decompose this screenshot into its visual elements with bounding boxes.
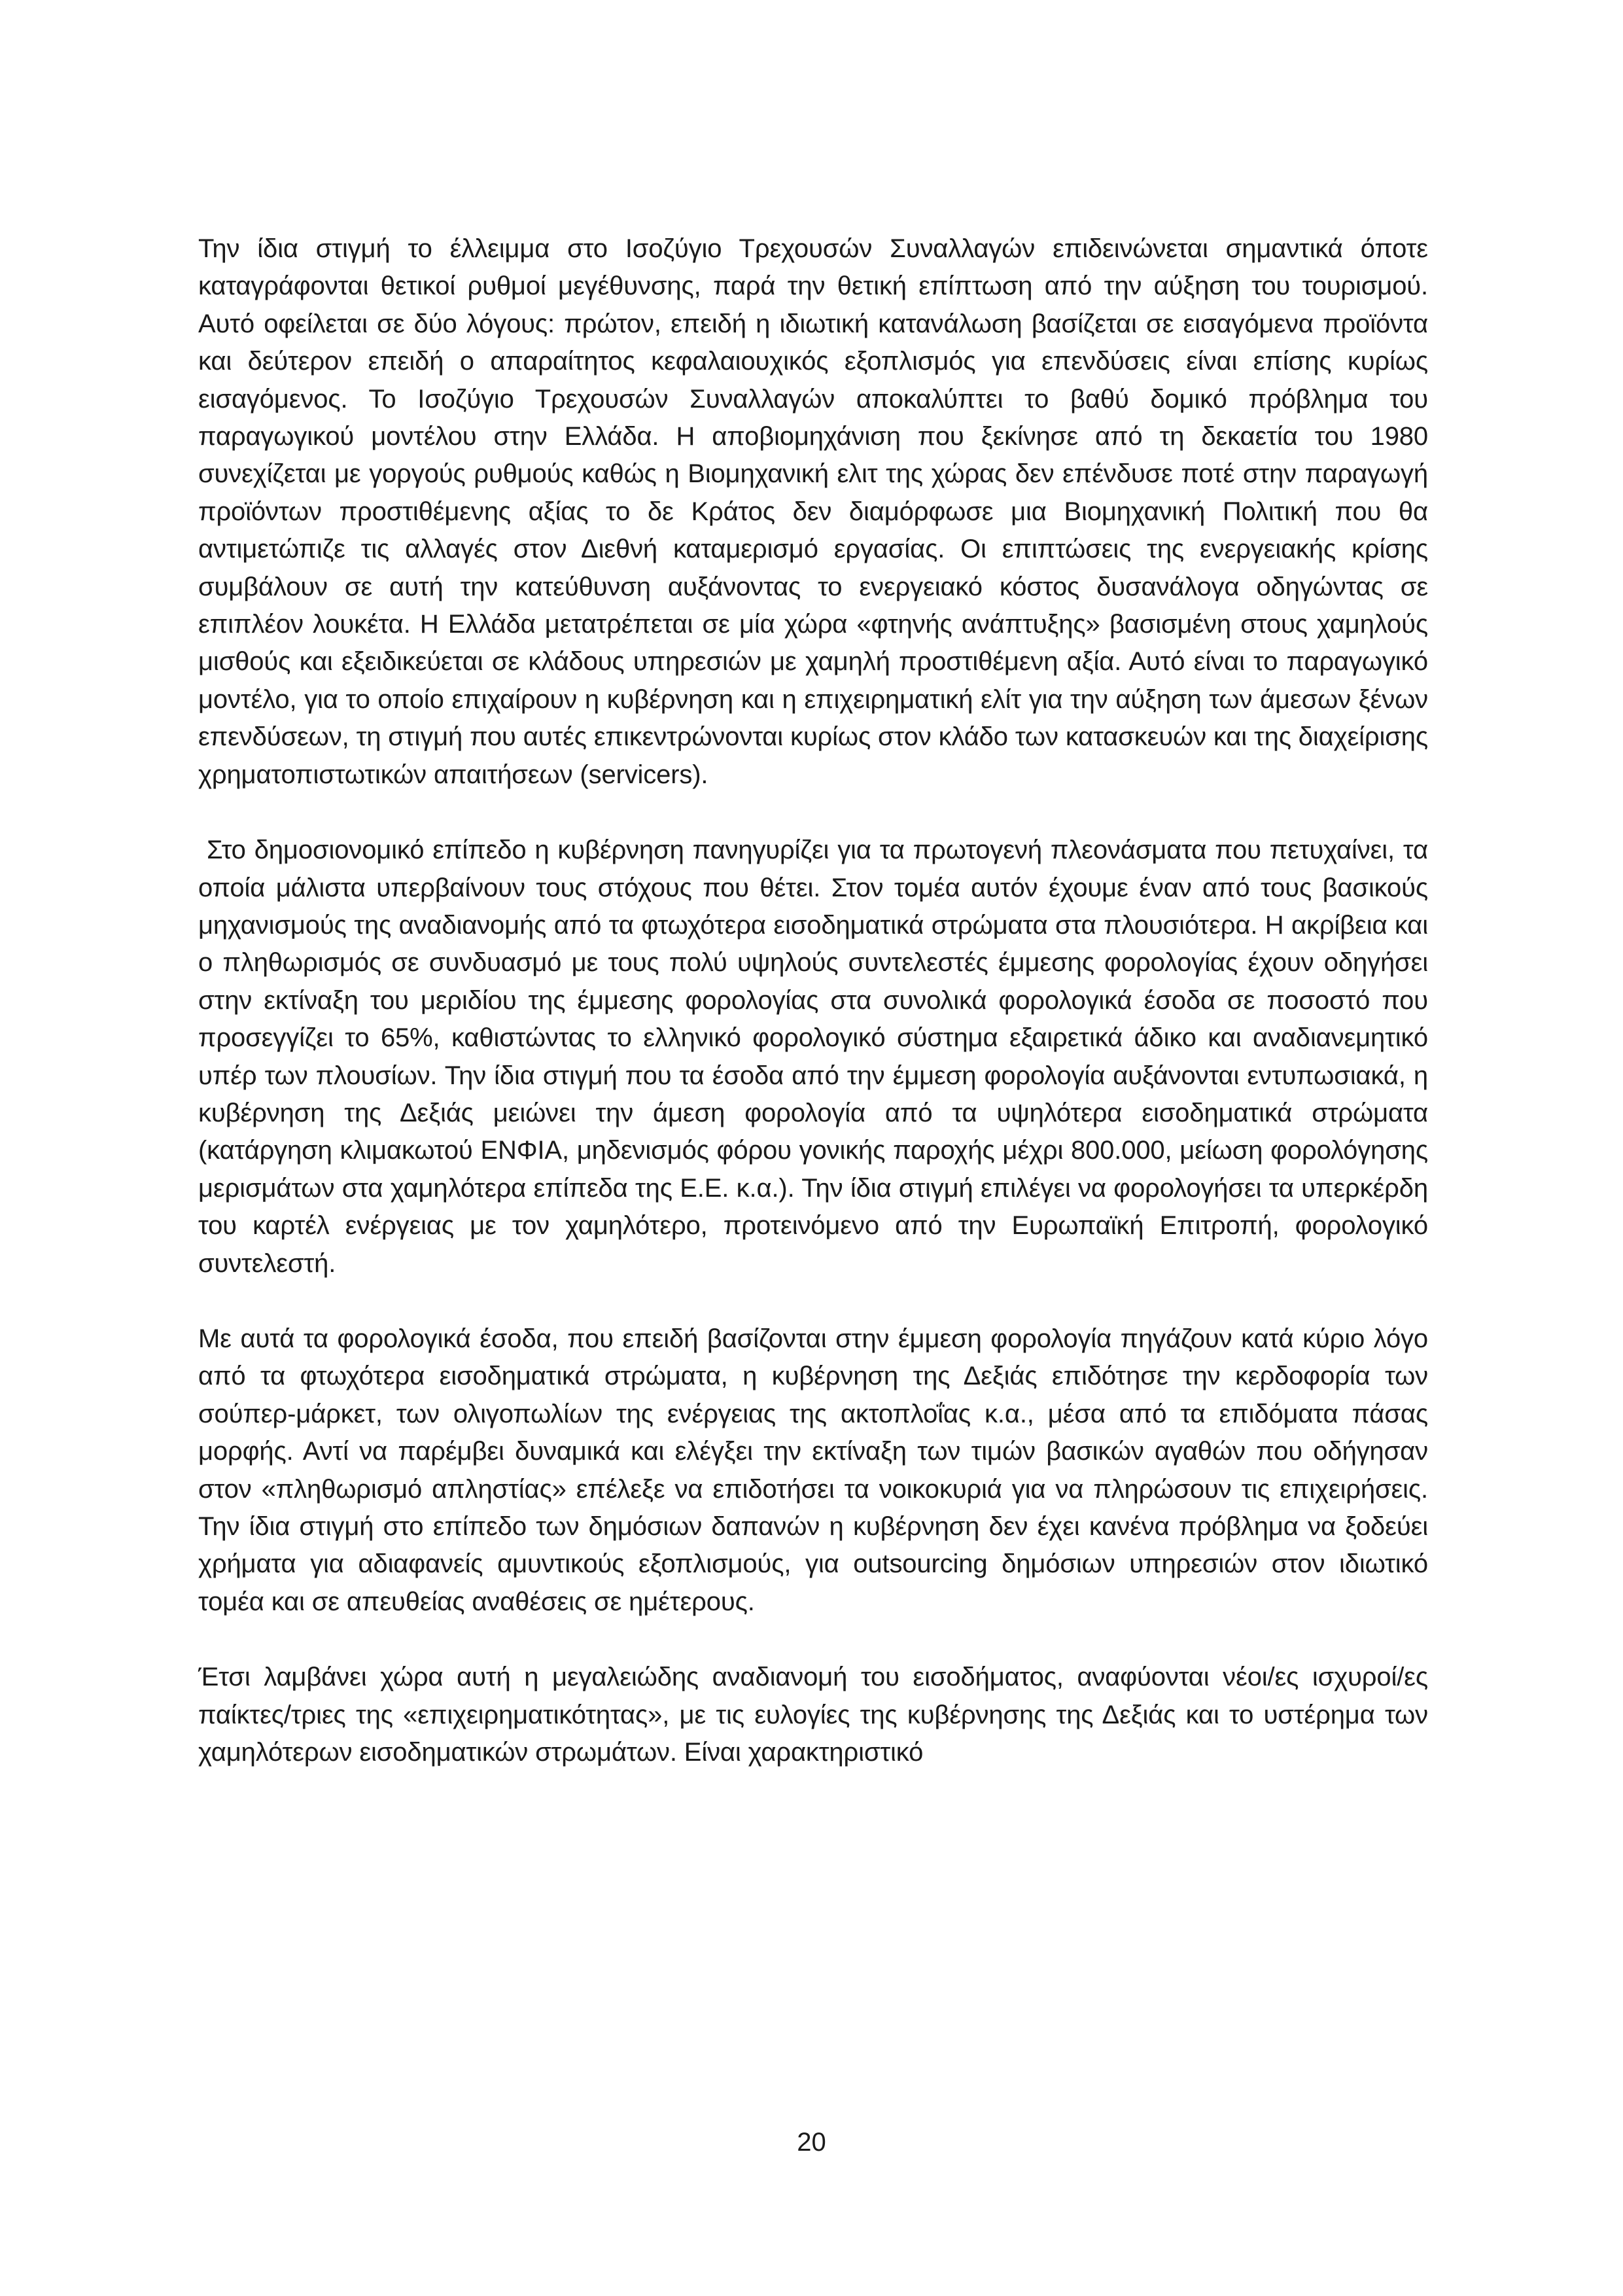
paragraph-tax-revenues: Με αυτά τα φορολογικά έσοδα, που επειδή βασίζονται στην έμμεση φορολογία πηγάζουν κατά κύριο λόγο από τα φτωχότερα εισοδηματικά στρώματα, η κυβέρνηση της Δεξιάς επιδότησε την κερδοφορία των σούπερ-μάρκετ, των ολιγοπωλίων της ενέργειας της ακτοπλοΐας κ.α., μέσα από τα επιδόματα πάσας μορφής. Αντί να παρέμβει δυναμικά και ελέγξει την εκτίναξη των τιμών βασικών αγαθών που οδήγησαν στον «πληθωρισμό απληστίας» επέλεξε να επιδοτήσει τα νοικοκυριά για να πληρώσουν τις επιχειρήσεις. Την ίδια στιγμή στο επίπεδο των δημόσιων δαπανών η κυβέρνηση δεν έχει κανένα πρόβλημα να ξοδεύει χρήματα για αδιαφανείς αμυντικούς εξοπλισμούς, για outsourcing δημόσιων υπηρεσιών στον ιδιωτικό τομέα και σε απευθείας αναθέσεις σε ημέτερους. [198,1324,1428,1616]
paragraph-current-account: Την ίδια στιγμή το έλλειμμα στο Ισοζύγιο Τρεχουσών Συναλλαγών επιδεινώνεται σημαντικά όποτε καταγράφονται θετικοί ρυθμοί μεγέθυνσης, παρά την θετική επίπτωση από την αύξηση του τουρισμού. Αυτό οφείλεται σε δύο λόγους: πρώτον, επειδή η ιδιωτική κατανάλωση βασίζεται σε εισαγόμενα προϊόντα και δεύτερον επειδή ο απαραίτητος κεφαλαιουχικός εξοπλισμός για επενδύσεις είναι επίσης κυρίως εισαγόμενος. Το Ισοζύγιο Τρεχουσών Συναλλαγών αποκαλύπτει το βαθύ δομικό πρόβλημα του παραγωγικού μοντέλου στην Ελλάδα. Η αποβιομηχάνιση που ξεκίνησε από τη δεκαετία του 1980 συνεχίζεται με γοργούς ρυθμούς καθώς η Βιομηχανική ελιτ της χώρας δεν επένδυσε ποτέ στην παραγωγή προϊόντων προστιθέμενης αξίας το δε Κράτος δεν διαμόρφωσε μια Βιομηχανική Πολιτική που θα αντιμετώπιζε τις αλλαγές στον Διεθνή καταμερισμό εργασίας. Οι επιπτώσεις της ενεργειακής κρίσης συμβάλουν σε αυτή την κατεύθυνση αυξάνοντας το ενεργειακό κόστος δυσανάλογα οδηγώντας σε επιπλέον λουκέτα. Η Ελλάδα μετατρέπεται σε μία χώρα «φτηνής ανάπτυξης» βασισμένη στους χαμηλούς μισθούς και εξειδικεύεται σε κλάδους υπηρεσιών με χαμηλή προστιθέμενη αξία. Αυτό είναι το παραγωγικό μοντέλο, για το οποίο επιχαίρουν η κυβέρνηση και η επιχειρηματική ελίτ για την αύξηση των άμεσων ξένων επενδύσεων, τη στιγμή που αυτές επικεντρώνονται κυρίως στον κλάδο των κατασκευών και της διαχείρισης χρηματοπιστωτικών απαιτήσεων (servicers). [198,234,1428,789]
paragraph-fiscal-policy: Στο δημοσιονομικό επίπεδο η κυβέρνηση πανηγυρίζει για τα πρωτογενή πλεονάσματα που πετυχαίνει, τα οποία μάλιστα υπερβαίνουν τους στόχους που θέτει. Στον τομέα αυτόν έχουμε έναν από τους βασικούς μηχανισμούς της αναδιανομής από τα φτωχότερα εισοδηματικά στρώματα στα πλουσιότερα. Η ακρίβεια και ο πληθωρισμός σε συνδυασμό με τους πολύ υψηλούς συντελεστές έμμεσης φορολογίας έχουν οδηγήσει στην εκτίναξη του μεριδίου της έμμεσης φορολογίας στα συνολικά φορολογικά έσοδα σε ποσοστό που προσεγγίζει το 65%, καθιστώντας το ελληνικό φορολογικό σύστημα εξαιρετικά άδικο και αναδιανεμητικό υπέρ των πλουσίων. Την ίδια στιγμή που τα έσοδα από την έμμεση φορολογία αυξάνονται εντυπωσιακά, η κυβέρνηση της Δεξιάς μειώνει την άμεση φορολογία από τα υψηλότερα εισοδηματικά στρώματα (κατάργηση κλιμακωτού ΕΝΦΙΑ, μηδενισμός φόρου γονικής παροχής μέχρι 800.000, μείωση φορολόγησης μερισμάτων στα χαμηλότερα επίπεδα της Ε.Ε. κ.α.). Την ίδια στιγμή επιλέγει να φορολογήσει τα υπερκέρδη του καρτέλ ενέργειας με τον χαμηλότερο, προτεινόμενο από την Ευρωπαϊκή Επιτροπή, φορολογικό συντελεστή. [198,836,1428,1278]
page-number: 20 [797,2128,826,2157]
paragraph-redistribution: Έτσι λαμβάνει χώρα αυτή η μεγαλειώδης αναδιανομή του εισοδήματος, αναφύονται νέοι/ες ισχυροί/ες παίκτες/τριες της «επιχειρηματικότητας», με τις ευλογίες της κυβέρνησης της Δεξιάς και το υστέρημα των χαμηλότερων εισοδηματικών στρωμάτων. Είναι χαρακτηριστικό [198,1663,1428,1767]
document-body [198,230,1428,1809]
